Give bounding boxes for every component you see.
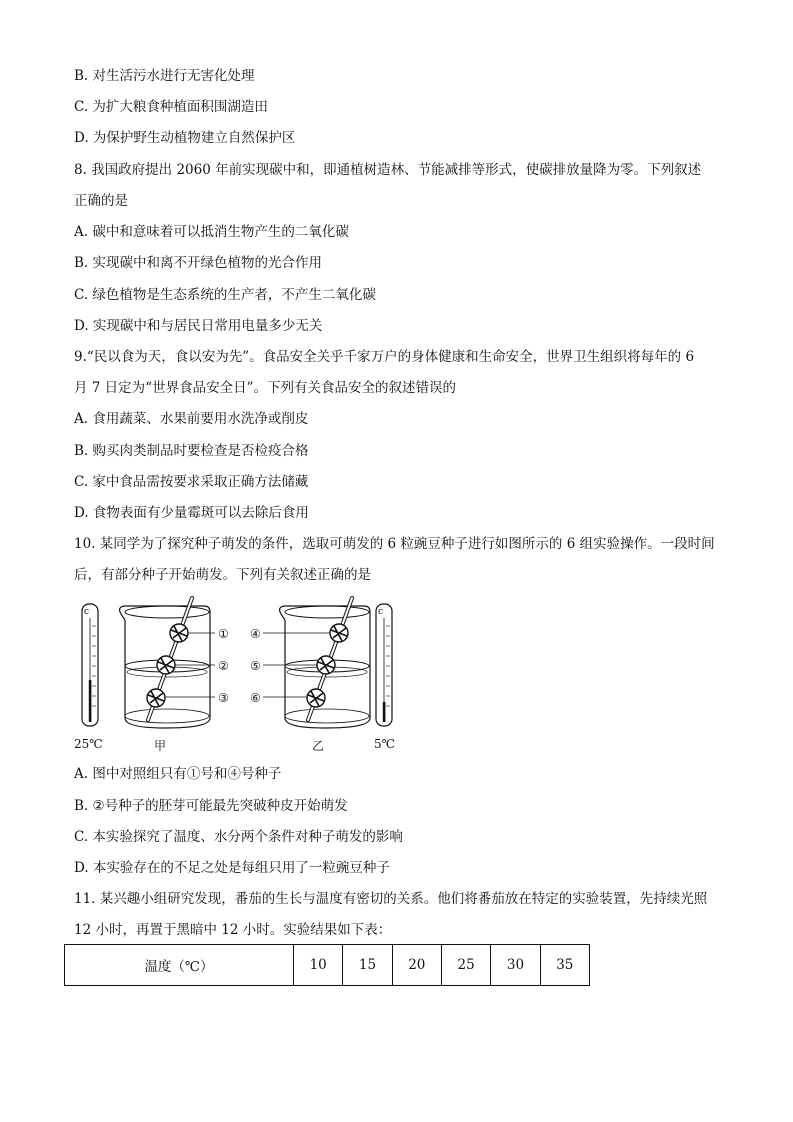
seed-germination-figure	[70, 590, 430, 760]
marker-2: ②	[218, 659, 229, 673]
marker-3: ③	[218, 691, 229, 705]
question-11-stem-cont: 12 小时，再置于黑暗中 12 小时。实验结果如下表：	[74, 922, 392, 938]
marker-4: ④	[250, 627, 261, 641]
option-d-q9: D. 食物表面有少量霉斑可以去除后食用	[74, 505, 309, 521]
question-10-stem-cont: 后，有部分种子开始萌发。下列有关叙述正确的是	[74, 567, 371, 583]
table-cell: 15	[343, 945, 392, 986]
seed-6	[307, 689, 325, 707]
question-9-stem: 9.“民以食为天，食以安为先”。食品安全关乎千家万户的身体健康和生命安全，世界卫生组织将每年的 6	[74, 349, 695, 365]
option-b-q7: B. 对生活污水进行无害化处理	[74, 68, 255, 84]
table-header-cell: 温度（℃）	[65, 945, 294, 986]
option-b-q8: B. 实现碳中和离不开绿色植物的光合作用	[74, 255, 323, 271]
option-d-q7: D. 为保护野生动植物建立自然保护区	[74, 130, 296, 146]
table-row	[65, 945, 590, 986]
question-8-stem: 8. 我国政府提出 2060 年前实现碳中和，即通植树造林、节能减排等形式，使碳排放量降为零。下列叙述	[74, 162, 702, 178]
seed-5	[317, 656, 335, 674]
marker-1: ①	[218, 627, 229, 641]
temperature-table	[64, 944, 590, 986]
left-thermometer	[82, 604, 98, 726]
left-thermo-unit: c	[84, 607, 90, 617]
option-a-q8: A. 碳中和意味着可以抵消生物产生的二氧化碳	[74, 224, 349, 240]
seed-1	[170, 624, 188, 642]
option-a-q9: A. 食用蔬菜、水果前要用水洗净或削皮	[74, 411, 309, 427]
table-cell: 20	[392, 945, 441, 986]
left-temp-label: 25℃	[74, 737, 103, 751]
option-c-q10: C. 本实验探究了温度、水分两个条件对种子萌发的影响	[74, 829, 403, 845]
right-thermo-unit: c	[378, 607, 384, 617]
right-temp-label: 5℃	[374, 737, 396, 751]
seed-2	[157, 656, 175, 674]
group-yi-label: 乙	[312, 739, 325, 753]
question-9-stem-cont: 月 7 日定为“世界食品安全日”。下列有关食品安全的叙述错误的	[74, 380, 456, 396]
question-8-stem-cont: 正确的是	[74, 193, 128, 209]
question-10-stem: 10. 某同学为了探究种子萌发的条件，选取可萌发的 6 粒豌豆种子进行如图所示的 6 组实验操作。一段时间	[74, 536, 715, 552]
table-cell: 25	[441, 945, 490, 986]
marker-5: ⑤	[250, 659, 261, 673]
experiment-diagram	[70, 590, 430, 760]
option-b-q9: B. 购买肉类制品时要检查是否检疫合格	[74, 443, 309, 459]
option-a-q10: A. 图中对照组只有①号和④号种子	[74, 766, 282, 782]
option-b-q10: B. ②号种子的胚芽可能最先突破种皮开始萌发	[74, 798, 348, 814]
question-11-stem: 11. 某兴趣小组研究发现，番茄的生长与温度有密切的关系。他们将番茄放在特定的实验装置，先持续光照	[74, 891, 708, 907]
option-c-q7: C. 为扩大粮食种植面积围湖造田	[74, 99, 268, 115]
table-cell: 30	[491, 945, 540, 986]
group-jia-label: 甲	[154, 739, 167, 753]
option-d-q8: D. 实现碳中和与居民日常用电量多少无关	[74, 318, 323, 334]
marker-6: ⑥	[250, 691, 261, 705]
seed-4	[330, 624, 348, 642]
option-d-q10: D. 本实验存在的不足之处是每组只用了一粒豌豆种子	[74, 860, 390, 876]
seed-3	[147, 689, 165, 707]
option-c-q8: C. 绿色植物是生态系统的生产者，不产生二氧化碳	[74, 287, 376, 303]
option-c-q9: C. 家中食品需按要求采取正确方法储藏	[74, 474, 309, 490]
table-cell: 35	[540, 945, 589, 986]
table-cell: 10	[294, 945, 343, 986]
right-thermometer	[376, 604, 392, 726]
